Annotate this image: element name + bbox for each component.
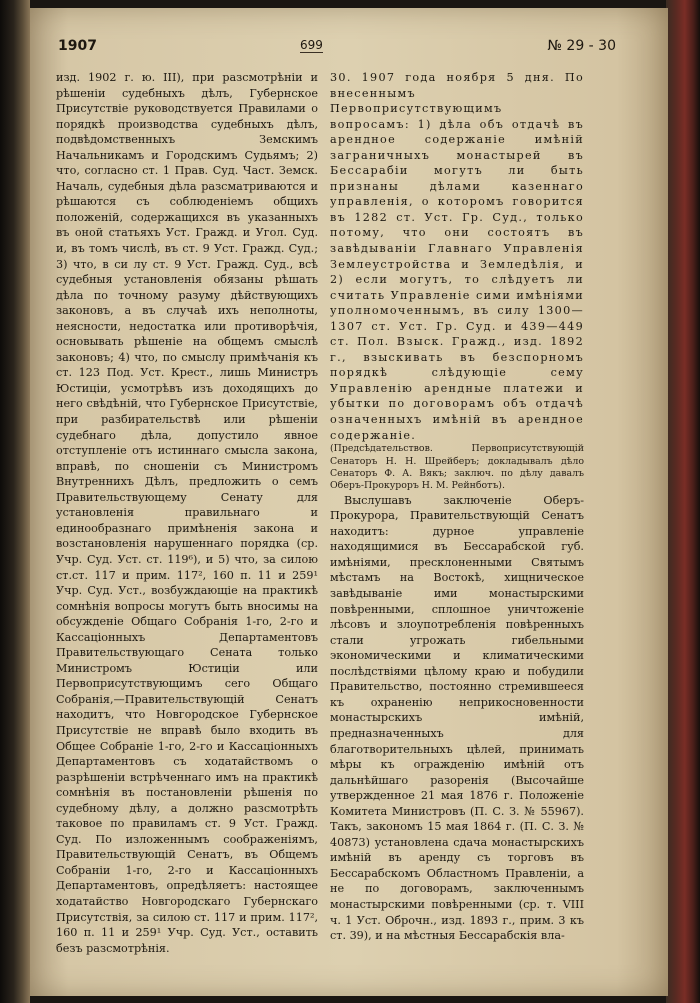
running-header <box>30 36 668 60</box>
case-question-text: 30. 1907 года ноября 5 дня. По внесеннымъ Первоприсутствующимъ вопросамъ: 1) дѣла объ отдачѣ въ арендное содержаніе имѣній заграничныхъ монастырей въ Бессарабіи могутъ ли быть признаны дѣлами казеннаго управленія, о которомъ говорится въ 1282 ст. Уст. Гр. Суд., только потому, что они состоятъ въ завѣдываніи Главнаго Управленія Землеустройства и Земледѣлія, и 2) если могутъ, то слѣдуетъ ли считать Управленіе сими имѣніями уполномоченнымъ, въ силу 1300—1307 ст. Уст. Гр. Суд. и 439—449 ст. Пол. Взыск. Гражд., изд. 1892 г., взыскивать въ безспорномъ порядкѣ слѣдующіе сему Управленію арендные платежи и убытки по договорамъ объ отдачѣ означенныхъ имѣній въ арендное содержаніе. <box>330 71 584 442</box>
left-column-text: изд. 1902 г. ю. III), при разсмотрѣніи и рѣшеніи судебныхъ дѣлъ, Губернское Присутствіе руководствуется Правилами о порядкѣ производства судебныхъ дѣлъ, подвѣдомственныхъ Земскимъ Начальникамъ и Городскимъ Судьямъ; 2) что, согласно ст. 1 Прав. Суд. Част. Земск. Началь, судебныя дѣла разсматриваются и рѣшаются съ соблюденіемъ общихъ положеній, содержащихся въ указанныхъ въ оной статьяхъ Уст. Гражд. и Угол. Суд. и, въ томъ числѣ, въ ст. 9 Уст. Гражд. Суд.; 3) что, в си лу ст. 9 Уст. Гражд. Суд., всѣ судебныя установленія обязаны рѣшать дѣла по точному разуму дѣйствующихъ законовъ, а въ случаѣ ихъ неполноты, неясности, недостатка или противорѣчія, основывать рѣшеніе на общемъ смыслѣ законовъ; 4) что, по смыслу примѣчанія къ ст. 123 Под. Уст. Крест., лишь Министръ Юстиціи, усмотрѣвъ изъ доходящихъ до него свѣдѣній, что Губернское Присутствіе, при разбирательствѣ или рѣшеніи судебнаго дѣла, допустило явное отступленіе отъ истиннаго смысла закона, вправѣ, по сношеніи съ Министромъ Внутреннихъ Дѣлъ, предложить о семъ Правительствующему Сенату для установленія правильнаго и единообразнаго примѣненія закона и возстановленія нарушеннаго порядка (ср. Учр. Суд. Уст. ст. 119⁶), и 5) что, за силою ст.ст. 117 и прим. 117², 160 п. 11 и 259¹ Учр. Суд. Уст., возбуждающіе на практикѣ сомнѣнія вопросы могутъ быть вносимы на обсужденіе Общаго Собранія 1-го, 2-го и Кассаціонныхъ Департаментовъ Правительствующаго Сената только Министромъ Юстиціи или Первоприсутствующимъ сего Общаго Собранія,—Правительствующій Сенатъ находитъ, что Новгородское Губернское Присутствіе не вправѣ было входить въ Общее Собраніе 1-го, 2-го и Кассаціонныхъ Департаментовъ съ ходатайствомъ о разрѣшеніи встрѣченнаго имъ на практикѣ сомнѣнія въ постановленіи рѣшенія по судебному дѣлу, а должно разсмотрѣть таковое по правиламъ ст. 9 Уст. Гражд. Суд. По изложеннымъ соображеніямъ, Правительствующій Сенатъ, въ Общемъ Собраніи 1-го, 2-го и Кассаціонныхъ Департаментовъ, опредѣляетъ: настоящее ходатайство Новгородскаго Губернскаго Присутствія, за силою ст. 117 и прим. 117², 160 п. 11 и 259¹ Учр. Суд. Уст., оставить безъ разсмотрѣнія. <box>56 71 318 955</box>
right-text-column <box>330 70 584 944</box>
page-number: 699 <box>300 38 323 52</box>
book-page <box>30 8 668 996</box>
case-presiding-note: (Предсѣдательствов. Первоприсутствующій Сенаторъ Н. Н. Шрейберъ; докладывалъ дѣло Сенаторъ Ф. А. Вякъ; заключ. по дѣлу давалъ Оберъ-Прокуроръ Н. М. Рейнботъ). <box>330 443 584 492</box>
issue-number: № 29 - 30 <box>547 38 616 54</box>
previous-page-edge <box>0 0 30 1003</box>
senate-ruling-text: Выслушавъ заключеніе Оберъ-Прокурора, Правительствующій Сенатъ находитъ: дурное управленіе находящимися въ Бессарабской губ. имѣніями, пресклоненными Святымъ мѣстамъ на Востокѣ, хищническое завѣдываніе ими монастырскими повѣренными, сплошное уничтоженіе лѣсовъ и злоупотребленія повѣренныхъ стали угрожать гибельными экономическими и климатическими послѣдствіями цѣлому краю и побудили Правительство, постоянно стремившееся къ охраненію неприкосновенности монастырскихъ имѣній, предназначенныхъ для благотворительныхъ цѣлей, принимать мѣры къ огражденію имѣній отъ дальнѣйшаго разоренія (Высочайше утвержденное 21 мая 1876 г. Положеніе Комитета Министровъ (П. С. З. № 55967). Такъ, закономъ 15 мая 1864 г. (П. С. З. № 40873) установлена сдача монастырскихъ имѣній въ аренду съ торговъ въ Бессарабскомъ Областномъ Правленіи, а не по договорамъ, заключеннымъ монастырскими повѣренными (ср. т. VIII ч. 1 Уст. Оброчн., изд. 1893 г., прим. 3 къ ст. 39), и на мѣстныя Бессарабскія вла- <box>330 493 584 943</box>
book-cover-edge <box>666 0 700 1003</box>
header-year: 1907 <box>58 38 97 54</box>
left-text-column <box>56 70 318 956</box>
